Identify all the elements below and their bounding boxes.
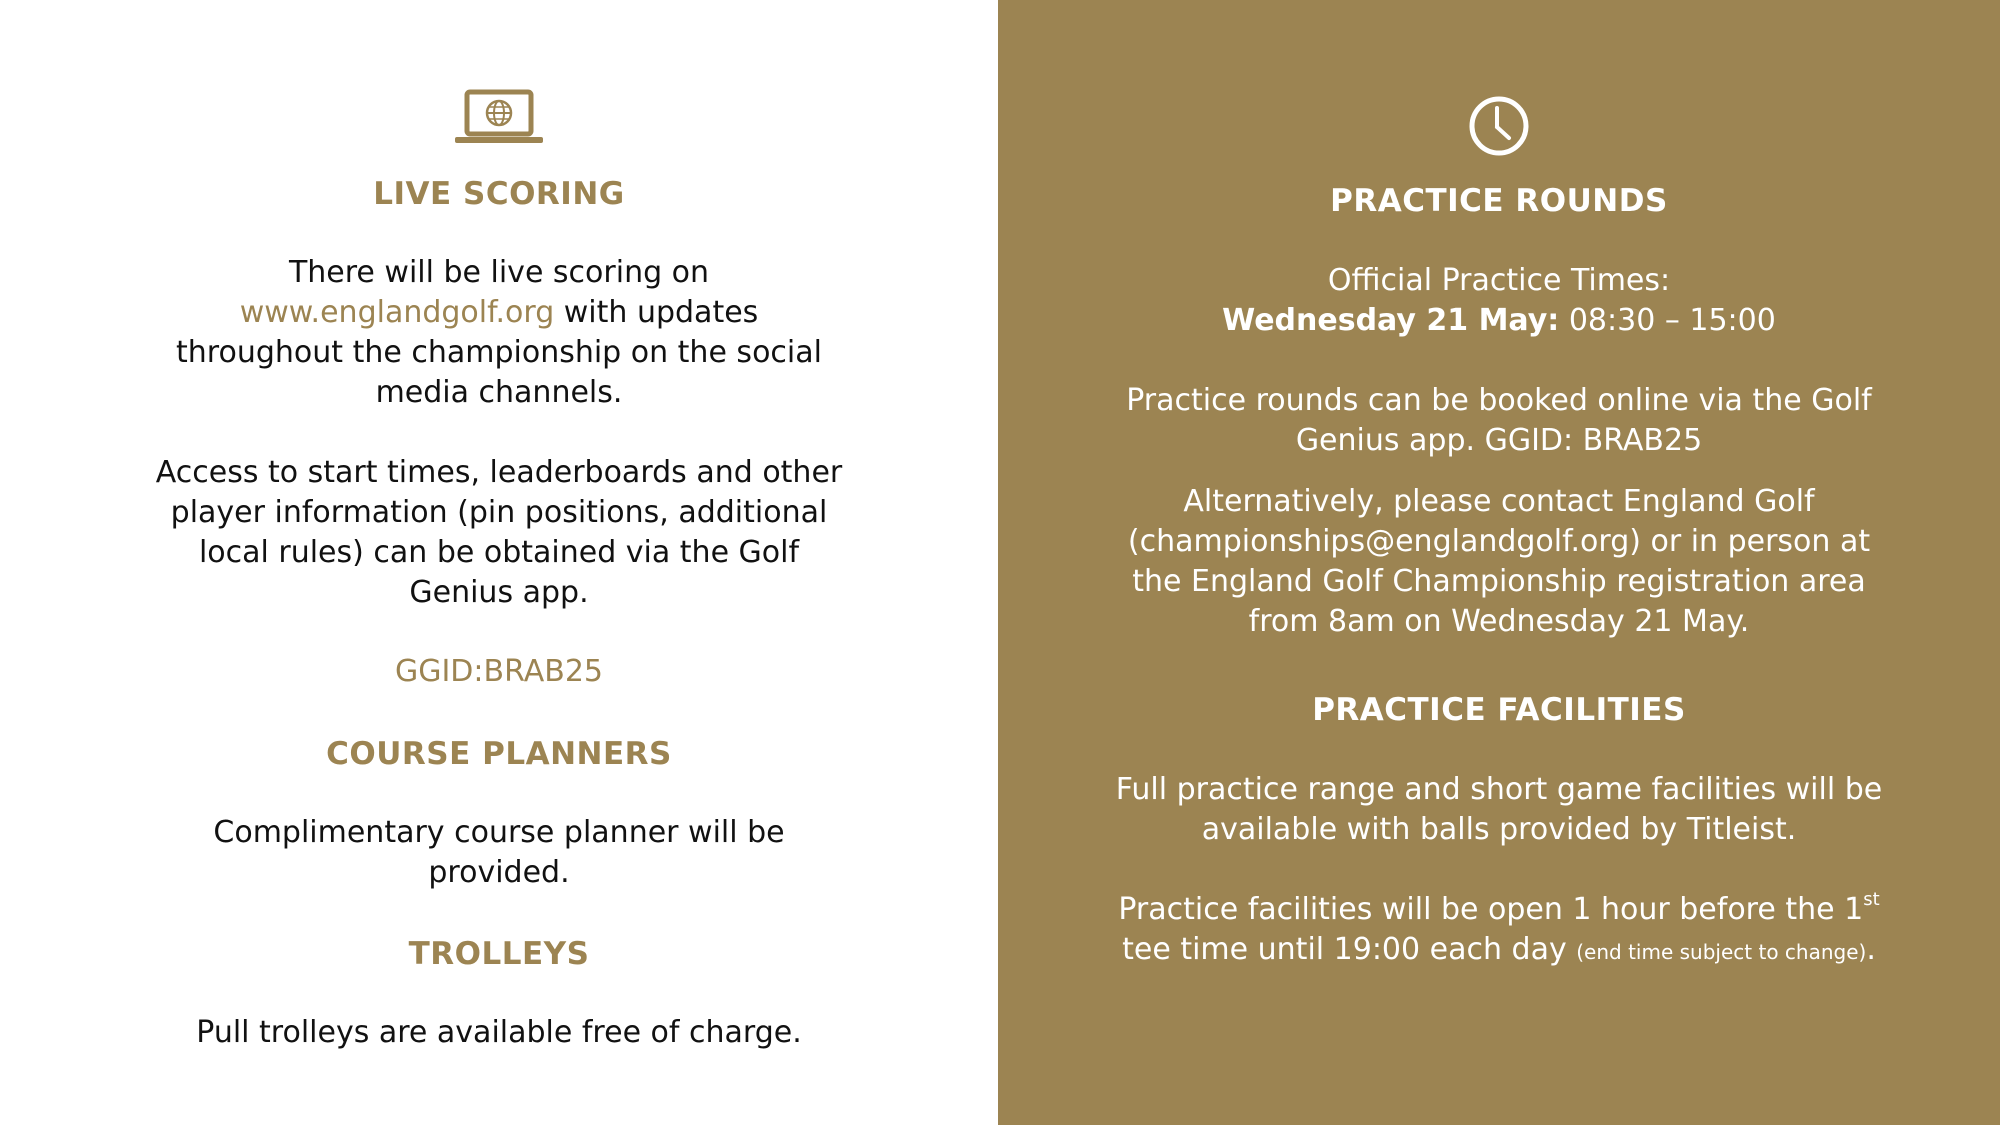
alternative-line-3: the England Golf Championship registration area (1132, 564, 1866, 599)
course-planners-line-2: provided. (428, 855, 570, 890)
laptop-globe-icon (449, 88, 549, 148)
alternative-paragraph (1039, 482, 1959, 642)
live-scoring-line-3: throughout the championship on the social (176, 335, 822, 370)
range-line-2: available with balls provided by Titleist. (1201, 812, 1797, 847)
access-line-3: local rules) can be obtained via the Golf (198, 535, 800, 570)
live-scoring-heading: LIVE SCORING (373, 176, 625, 212)
trolleys-heading: TROLLEYS (408, 936, 590, 972)
englandgolf-link[interactable]: www.englandgolf.org (239, 295, 555, 330)
course-planners-paragraph (49, 813, 949, 893)
ggid-text: GGID:BRAB25 (394, 654, 604, 689)
access-line-2: player information (pin positions, additional (170, 495, 828, 530)
booking-paragraph (1039, 381, 1959, 461)
trolleys-text: Pull trolleys are available free of charge. (196, 1015, 802, 1050)
live-scoring-line-4: media channels. (375, 375, 623, 410)
practice-times-line (1049, 301, 1949, 341)
practice-times-label: Official Practice Times: (1327, 263, 1671, 298)
booking-line-2: Genius app. GGID: BRAB25 (1295, 423, 1703, 458)
end-time-note: (end time subject to change) (1576, 940, 1867, 964)
live-scoring-line-1: There will be live scoring on (288, 255, 710, 290)
range-line-1: Full practice range and short game facilities will be (1115, 772, 1883, 807)
alternative-line-2: (championships@englandgolf.org) or in person at (1127, 524, 1871, 559)
course-planners-heading: COURSE PLANNERS (326, 736, 672, 772)
access-line-4: Genius app. (409, 575, 589, 610)
right-panel (998, 0, 2000, 1125)
practice-times-paragraph (1049, 261, 1949, 341)
live-scoring-line-2 (49, 293, 949, 333)
ordinal-suffix: st (1863, 889, 1880, 910)
alternative-line-4: from 8am on Wednesday 21 May. (1248, 604, 1750, 639)
access-paragraph (49, 453, 949, 613)
clock-icon (1464, 94, 1534, 158)
practice-date: Wednesday 21 May: (1222, 303, 1560, 338)
booking-line-1: Practice rounds can be booked online via the Golf (1126, 383, 1872, 418)
opening-period: . (1866, 932, 1876, 967)
alternative-line-1: Alternatively, please contact England Golf (1183, 484, 1815, 519)
practice-time-range: 08:30 – 15:00 (1559, 303, 1776, 338)
opening-line-1-text: Practice facilities will be open 1 hour before the 1 (1118, 892, 1864, 927)
opening-line-2-text: tee time until 19:00 each day (1122, 932, 1577, 967)
opening-line-2 (1029, 930, 1969, 972)
opening-line-1 (1029, 890, 1969, 930)
range-paragraph (1029, 770, 1969, 850)
live-scoring-line-2-tail: with updates (554, 295, 759, 330)
practice-rounds-heading: PRACTICE ROUNDS (1330, 183, 1668, 219)
live-scoring-paragraph (49, 253, 949, 413)
course-planners-line-1: Complimentary course planner will be (213, 815, 785, 850)
access-line-1: Access to start times, leaderboards and other (155, 455, 843, 490)
practice-facilities-heading: PRACTICE FACILITIES (1312, 692, 1686, 728)
opening-paragraph (1029, 890, 1969, 972)
left-panel (0, 0, 998, 1125)
